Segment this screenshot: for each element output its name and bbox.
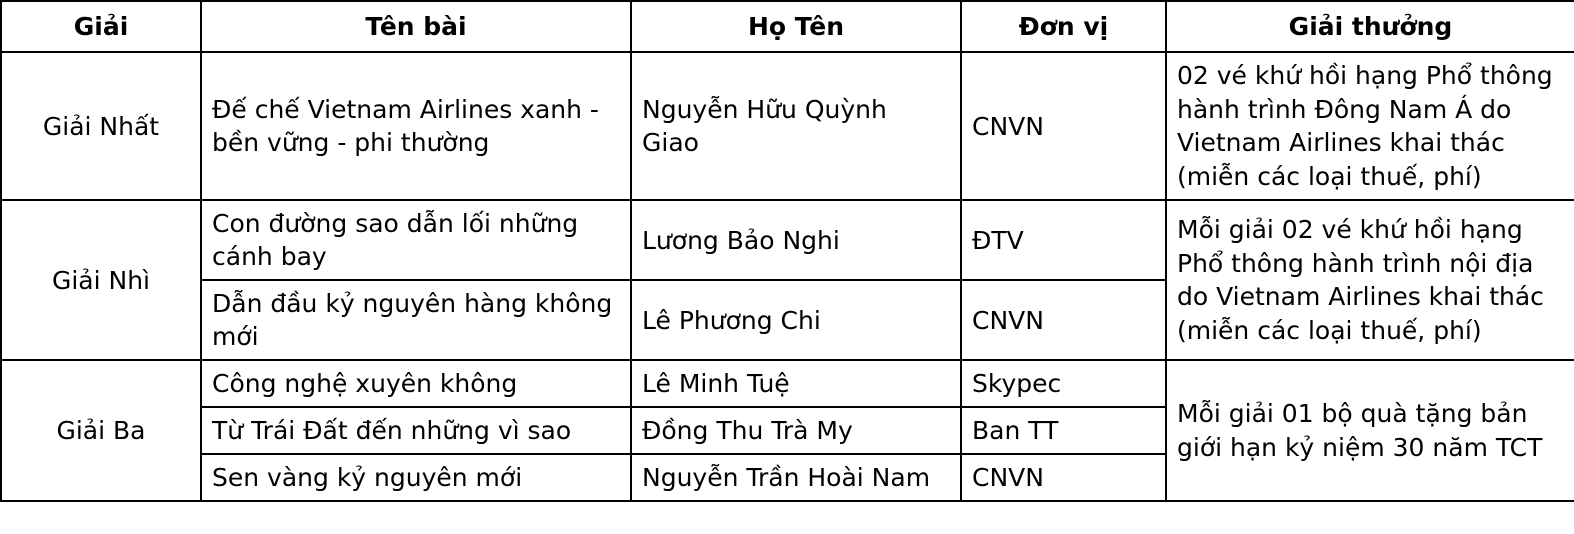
unit-cell — [961, 454, 1166, 501]
reward-text: Mỗi giải 02 vé khứ hồi hạng Phổ thông hành trình nội địa do Vietnam Airlines khai thác (miễn các loại thuế, phí) — [1177, 215, 1544, 345]
title-cell — [201, 52, 631, 200]
column-header-prize: Giải — [1, 1, 201, 52]
person-cell — [631, 200, 961, 280]
title-cell — [201, 454, 631, 501]
reward-text: 02 vé khứ hồi hạng Phổ thông hành trình Đông Nam Á do Vietnam Airlines khai thác (miễn các loại thuế, phí) — [1177, 61, 1553, 191]
table-row — [1, 52, 1574, 200]
unit-text: CNVN — [972, 463, 1044, 492]
person-cell — [631, 407, 961, 454]
unit-text: CNVN — [972, 111, 1044, 141]
prize-label: Giải Nhất — [42, 111, 160, 141]
title-text: Dẫn đầu kỷ nguyên hàng không mới — [212, 289, 613, 351]
title-cell — [201, 360, 631, 407]
person-text: Lương Bảo Nghi — [642, 225, 840, 255]
title-text: Từ Trái Đất đến những vì sao — [212, 416, 572, 445]
prize-cell — [1, 52, 201, 200]
column-header-unit: Đơn vị — [961, 1, 1166, 52]
reward-cell — [1166, 200, 1574, 360]
title-text: Công nghệ xuyên không — [212, 369, 518, 398]
prize-label: Giải Ba — [56, 416, 146, 445]
unit-cell — [961, 407, 1166, 454]
prize-label: Giải Nhì — [51, 265, 151, 295]
title-text: Sen vàng kỷ nguyên mới — [212, 463, 523, 492]
table-header-row — [1, 1, 1574, 52]
person-text: Lê Minh Tuệ — [642, 369, 790, 398]
person-cell — [631, 52, 961, 200]
title-cell — [201, 200, 631, 280]
column-header-person: Họ Tên — [631, 1, 961, 52]
unit-cell — [961, 280, 1166, 360]
title-text: Đế chế Vietnam Airlines xanh - bền vững - phi thường — [212, 95, 599, 157]
person-cell — [631, 360, 961, 407]
prize-cell — [1, 360, 201, 501]
table-header — [1, 1, 1574, 52]
person-cell — [631, 454, 961, 501]
title-cell — [201, 407, 631, 454]
column-header-reward: Giải thưởng — [1166, 1, 1574, 52]
column-header-title: Tên bài — [201, 1, 631, 52]
unit-cell — [961, 200, 1166, 280]
person-text: Đồng Thu Trà My — [642, 416, 853, 445]
table-row — [1, 360, 1574, 407]
unit-text: ĐTV — [972, 225, 1024, 255]
reward-cell — [1166, 52, 1574, 200]
person-text: Lê Phương Chi — [642, 305, 821, 335]
person-text: Nguyễn Hữu Quỳnh Giao — [642, 95, 887, 157]
person-cell — [631, 280, 961, 360]
unit-text: Ban TT — [972, 416, 1059, 445]
title-text: Con đường sao dẫn lối những cánh bay — [212, 209, 579, 271]
unit-text: Skypec — [972, 369, 1062, 398]
unit-text: CNVN — [972, 305, 1044, 335]
table-body — [1, 52, 1574, 501]
reward-text: Mỗi giải 01 bộ quà tặng bản giới hạn kỷ niệm 30 năm TCT — [1177, 399, 1543, 462]
title-cell — [201, 280, 631, 360]
person-text: Nguyễn Trần Hoài Nam — [642, 463, 931, 492]
unit-cell — [961, 360, 1166, 407]
prize-cell — [1, 200, 201, 360]
table-row — [1, 200, 1574, 280]
unit-cell — [961, 52, 1166, 200]
reward-cell — [1166, 360, 1574, 501]
